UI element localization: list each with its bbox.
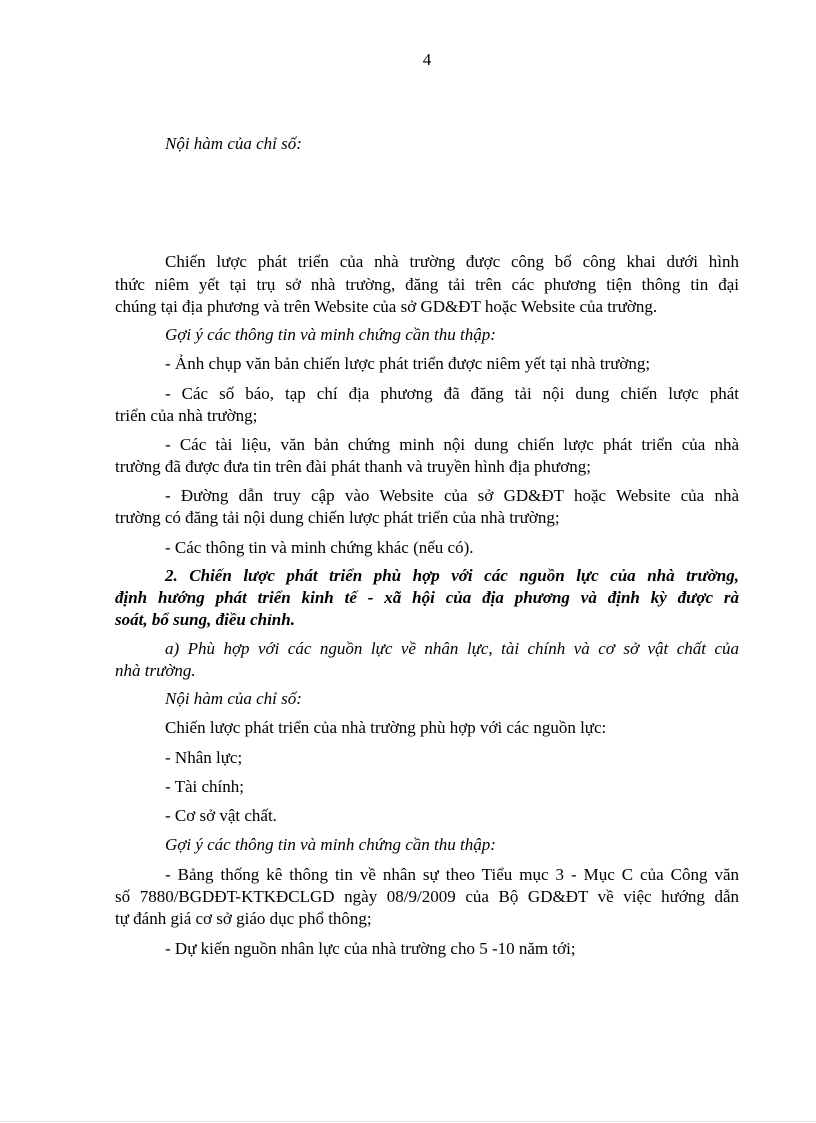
list-item: - Các thông tin và minh chứng khác (nếu có). bbox=[165, 538, 474, 557]
list-item: - Bảng thống kê thông tin về nhân sự theo Tiểu mục 3 - Mục C của Công văn bbox=[165, 865, 739, 884]
list-item: - Các tài liệu, văn bản chứng minh nội dung chiến lược phát triển của nhà bbox=[165, 435, 739, 454]
paragraph-line: chúng tại địa phương và trên Website của sở GD&ĐT hoặc Website của trường. bbox=[115, 297, 658, 316]
list-item: - Đường dẫn truy cập vào Website của sở GD&ĐT hoặc Website của nhà bbox=[165, 486, 739, 505]
sub-item-heading: nhà trường. bbox=[115, 661, 196, 680]
section-heading: định hướng phát triển kinh tế - xã hội của địa phương và định kỳ được rà bbox=[115, 588, 739, 607]
paragraph-line: Chiến lược phát triển của nhà trường được công bố công khai dưới hình bbox=[165, 252, 739, 271]
section-heading: soát, bổ sung, điều chỉnh. bbox=[115, 610, 295, 629]
page-number: 4 bbox=[422, 50, 432, 69]
list-item: - Nhân lực; bbox=[165, 748, 243, 767]
list-item: - Tài chính; bbox=[165, 777, 244, 796]
page-bottom-edge bbox=[0, 1121, 816, 1122]
list-item-continuation: triển của nhà trường; bbox=[115, 406, 258, 425]
heading-goi-y-minh-chung: Gợi ý các thông tin và minh chứng cần thu thập: bbox=[165, 325, 496, 344]
list-item: - Ảnh chụp văn bản chiến lược phát triển được niêm yết tại nhà trường; bbox=[165, 354, 651, 373]
heading-noi-ham-chi-so: Nội hàm của chỉ số: bbox=[165, 689, 302, 708]
list-item-continuation: số 7880/BGDĐT-KTKĐCLGD ngày 08/9/2009 của Bộ GD&ĐT về việc hướng dẫn bbox=[115, 887, 739, 906]
section-heading: 2. Chiến lược phát triển phù hợp với các nguồn lực của nhà trường, bbox=[165, 566, 739, 585]
paragraph-line: thức niêm yết tại trụ sở nhà trường, đăng tải trên các phương tiện thông tin đại bbox=[115, 275, 739, 294]
list-item: - Dự kiến nguồn nhân lực của nhà trường cho 5 -10 năm tới; bbox=[165, 939, 576, 958]
list-item: - Các số báo, tạp chí địa phương đã đăng tải nội dung chiến lược phát bbox=[165, 384, 739, 403]
list-item-continuation: trường có đăng tải nội dung chiến lược phát triển của nhà trường; bbox=[115, 508, 560, 527]
heading-goi-y-minh-chung: Gợi ý các thông tin và minh chứng cần thu thập: bbox=[165, 835, 496, 854]
list-item: - Cơ sở vật chất. bbox=[165, 806, 277, 825]
heading-noi-ham-chi-so: Nội hàm của chỉ số: bbox=[165, 134, 302, 153]
list-item-continuation: trường đã được đưa tin trên đài phát thanh và truyền hình địa phương; bbox=[115, 457, 591, 476]
paragraph-line: Chiến lược phát triển của nhà trường phù hợp với các nguồn lực: bbox=[165, 718, 607, 737]
list-item-continuation: tự đánh giá cơ sở giáo dục phổ thông; bbox=[115, 909, 372, 928]
sub-item-heading: a) Phù hợp với các nguồn lực về nhân lực, tài chính và cơ sở vật chất của bbox=[165, 639, 739, 658]
